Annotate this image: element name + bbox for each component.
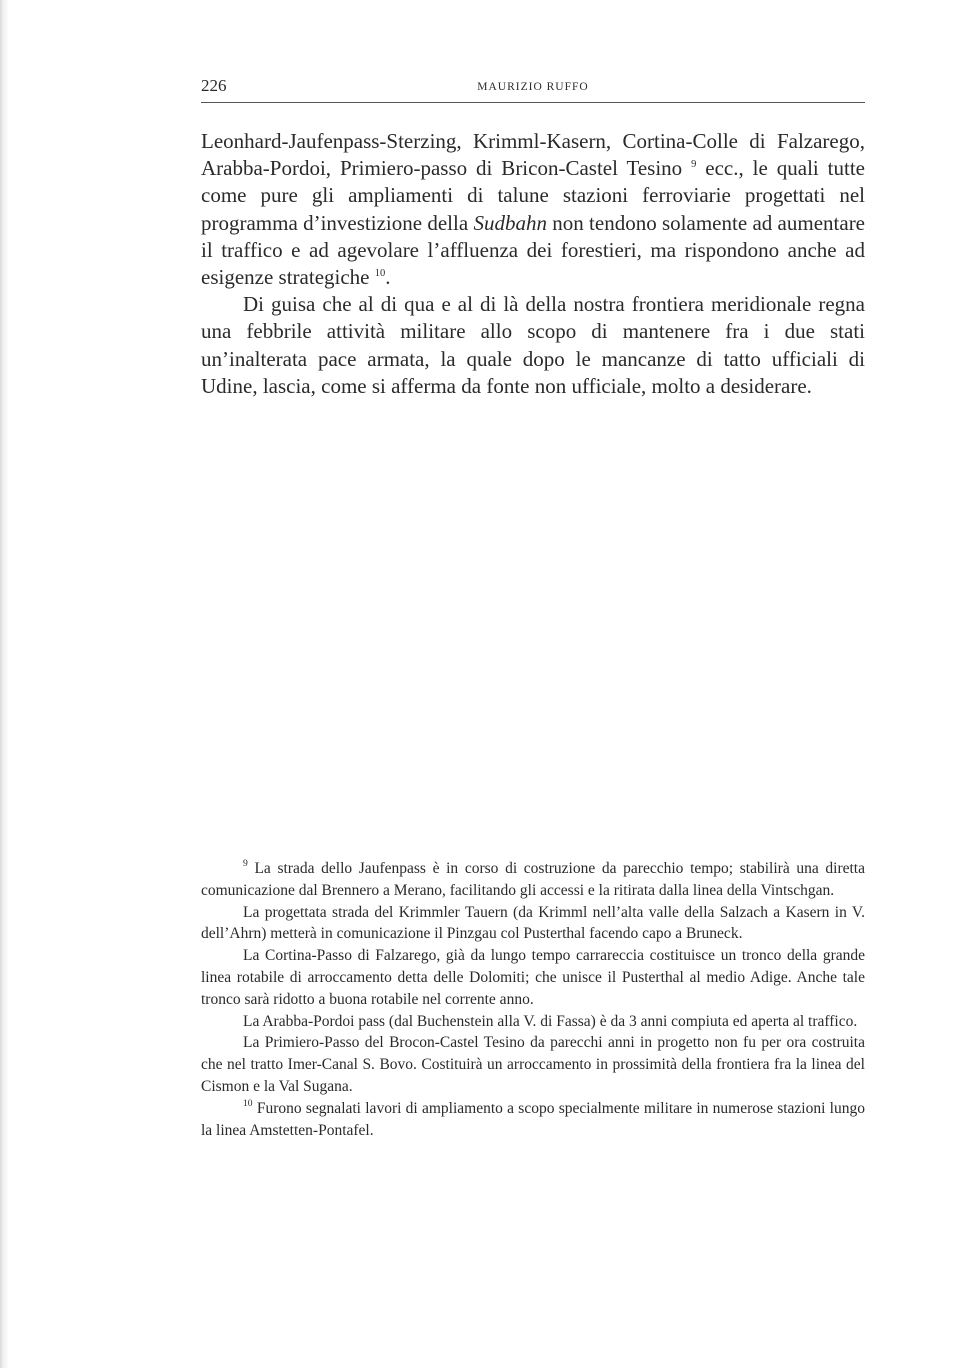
footnote-9 xyxy=(201,858,865,902)
footnote-9-arabba: La Arabba-Pordoi pass (dal Buchenstein alla V. di Fassa) è da 3 anni compiuta ed aperta al traffico. xyxy=(243,1012,858,1030)
book-spine-shadow xyxy=(0,0,9,1368)
footnote-ref-9: 9 xyxy=(691,159,697,171)
running-head: MAURIZIO RUFFO xyxy=(477,81,589,93)
paragraph-1-text-b: ecc., le quali tutte come pure gli ampliamenti di talune stazioni ferroviarie progettati nel programma d’investizione della xyxy=(201,156,865,235)
page-header xyxy=(201,76,865,103)
footnote-10 xyxy=(201,1098,865,1142)
paragraph-1-text-a: Leonhard-Jaufenpass-Sterzing, Krimml-Kasern, Cortina-Colle di Falzarego, Arabba-Pordoi, Primiero-passo di Bricon-Castel Tesino xyxy=(201,129,865,181)
paragraph-1-text-c: non tendono solamente ad aumentare il traffico e ad agevolare l’affluenza dei forestieri, ma rispondono anche ad esigenze strategiche xyxy=(201,210,866,290)
paragraph-1 xyxy=(201,128,865,291)
page-number: 226 xyxy=(201,76,227,95)
footnote-9-text: La strada dello Jaufenpass è in corso di costruzione da parecchio tempo; stabilirà una diretta comunicazione dal Brennero a Merano, facilitando gli accessi e la ritirata dalla linea della Vintschgan. xyxy=(201,860,865,899)
footnote-10-marker: 10 xyxy=(243,1097,253,1109)
footnote-9-primiero: La Primiero-Passo del Brocon-Castel Tesino da parecchi anni in progetto non fu per ora costruita che nel tratto Imer-Canal S. Bovo. Costituirà un arroccamento in prossimità della frontiera fra la linea del Cismon e la Val Sugana. xyxy=(201,1034,865,1095)
footnote-9-marker: 9 xyxy=(243,857,248,869)
footnote-ref-10: 10 xyxy=(374,268,386,280)
footnote-10-text: Furono segnalati lavori di ampliamento a scopo specialmente militare in numerose stazioni lungo la linea Amstetten-Pontafel. xyxy=(201,1099,865,1139)
paragraph-2: Di guisa che al di qua e al di là della nostra frontiera meridionale regna una febbrile attività militare allo scopo di mantenere fra i due stati un’inalterata pace armata, la quale dopo le mancanze di tatto ufficiali di Udine, lascia, come si afferma da fonte non ufficiale, molto a desiderare. xyxy=(201,292,865,398)
footnotes xyxy=(201,858,865,1141)
main-text xyxy=(201,128,865,400)
footnote-9-cortina: La Cortina-Passo di Falzarego, già da lungo tempo carrareccia costituisce un tronco della grande linea rotabile di arroccamento detta delle Dolomiti; che unisce il Pusterthal al medio Adige. Anche tale tronco sarà ridotto a buona rotabile nel corrente anno. xyxy=(201,947,865,1008)
footnote-9-krimml: La progettata strada del Krimmler Tauern (da Krimml nell’alta valle della Salzach a Kasern in V. dell’Ahrn) metterà in comunicazione il Pinzgau col Pusterthal facendo capo a Bruneck. xyxy=(201,903,865,943)
sudbahn-italic: Sudbahn xyxy=(473,210,547,235)
paragraph-1-text-d: . xyxy=(385,265,391,290)
